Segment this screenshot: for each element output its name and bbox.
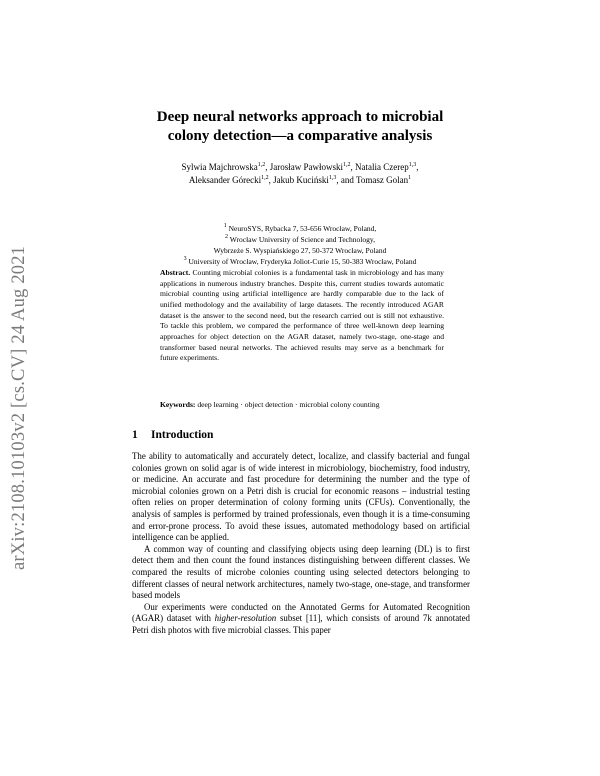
authors-line-1: Sylwia Majchrowska$^{1,2}$, Jarosław Pawłowski$^{1,2}$, Natalia Czerep$^{1,3}$, [181,162,419,172]
affiliation-num: 2 [225,234,229,240]
author-affil-sup: 1 [408,175,412,181]
affiliation-text: University of Wrocław, Fryderyka Joliot-Curie 15, 50-383 Wrocław, Poland [188,257,417,266]
author-list [0,161,600,187]
abstract [160,268,444,364]
affiliation-line [0,223,600,234]
paragraph-text: Our experiments were conducted on the Annotated Germs for Automated Recognition (AGAR) dataset with [132,601,470,624]
paragraph: A common way of counting and classifying objects using deep learning (DL) is to first detect them and then count the found instances distinguishing between different classes. We compared the results of microbe colonies counting using selected detectors belonging to different classes of neural network architectures, namely two-stage, one-stage, and transformer based models [132,543,470,601]
affiliation-text: Wrocław University of Science and Technology, [229,235,375,244]
author-name: Jarosław Pawłowski [269,162,344,172]
abstract-text: Counting microbial colonies is a fundamental task in microbiology and has many applications in numerous industry branches. Despite this, current studies towards automatic microbial counting using artificial intelligence are hardly comparable due to the lack of unified methodology and the availability of large datasets. The recently introduced AGAR dataset is the answer to the second need, but the research carried out is still not exhaustive. To tackle this problem, we compared the performance of three well-known deep learning approaches for object detection on the AGAR dataset, namely two-stage, one-stage and transformer based neural networks. The achieved results may serve as a benchmark for future experiments. [160,268,444,363]
affiliation-line [0,245,600,256]
paragraph-emphasis: higher-resolution [214,613,277,624]
author-name: Tomasz Golan [355,175,409,185]
keywords-text: deep learning · object detection · microbial colony counting [197,400,380,409]
keywords [160,399,444,410]
affiliation-line [0,234,600,245]
section-heading [132,428,213,443]
author-name: Aleksander Górecki [188,175,262,185]
author-affil-sup: 1,2 [257,162,266,168]
paper-title [0,108,600,146]
author-name: Sylwia Majchrowska [181,162,258,172]
section-number: 1 [132,429,138,441]
paragraph-text: subset [11], which consists of around 7k annotated Petri dish photos with five microbial classes. This paper [132,613,470,635]
affiliation-text: NeuroSYS, Rybacka 7, 53-656 Wrocław, Poland, [228,224,377,233]
title-line-1: Deep neural networks approach to microbial [156,109,444,125]
author-name: Jakub Kuciński [273,175,329,185]
keywords-label: Keywords: [160,400,196,409]
section-title: Introduction [151,429,214,441]
authors-line-2: Aleksander Górecki$^{1,2}$, Jakub Kuciński$^{1,3}$, and Tomasz Golan$^1$ [188,175,412,185]
author-name: Natalia Czerep [355,162,409,172]
author-affil-sup: 1,2 [343,162,351,168]
abstract-label: Abstract. [160,268,191,277]
paragraph: The ability to automatically and accurately detect, localize, and classify bacterial and fungal colonies grown on solid agar is of wide interest in microbiology, biochemistry, food industry, or medicine. An accurate and fast procedure for determining the number and the type of microbial colonies grown on a Petri dish is crucial for economic reasons – industrial testing often relies on proper determination of colony forming units (CFUs). Conventionally, the analysis of samples is performed by trained professionals, even though it is a time-consuming and error-prone process. To avoid these issues, automated methodology based on artificial intelligence can be applied. [132,451,470,543]
body-text [132,451,470,637]
affiliation-num: 3 [183,256,187,262]
affiliation-text: Wybrzeże S. Wyspiańskiego 27, 50-372 Wrocław, Poland [213,246,387,255]
paragraph [132,602,470,637]
affiliations [0,223,600,267]
title-line-2: colony detection—a comparative analysis [167,128,433,144]
arxiv-identifier: arXiv:2108.10103v2 [cs.CV] 24 Aug 2021 [9,245,29,570]
author-affil-sup: 1,3 [408,162,417,168]
affiliation-line [0,256,600,267]
author-affil-sup: 1,2 [261,175,269,181]
author-affil-sup: 1,3 [328,175,337,181]
affiliation-num: 1 [223,223,227,229]
